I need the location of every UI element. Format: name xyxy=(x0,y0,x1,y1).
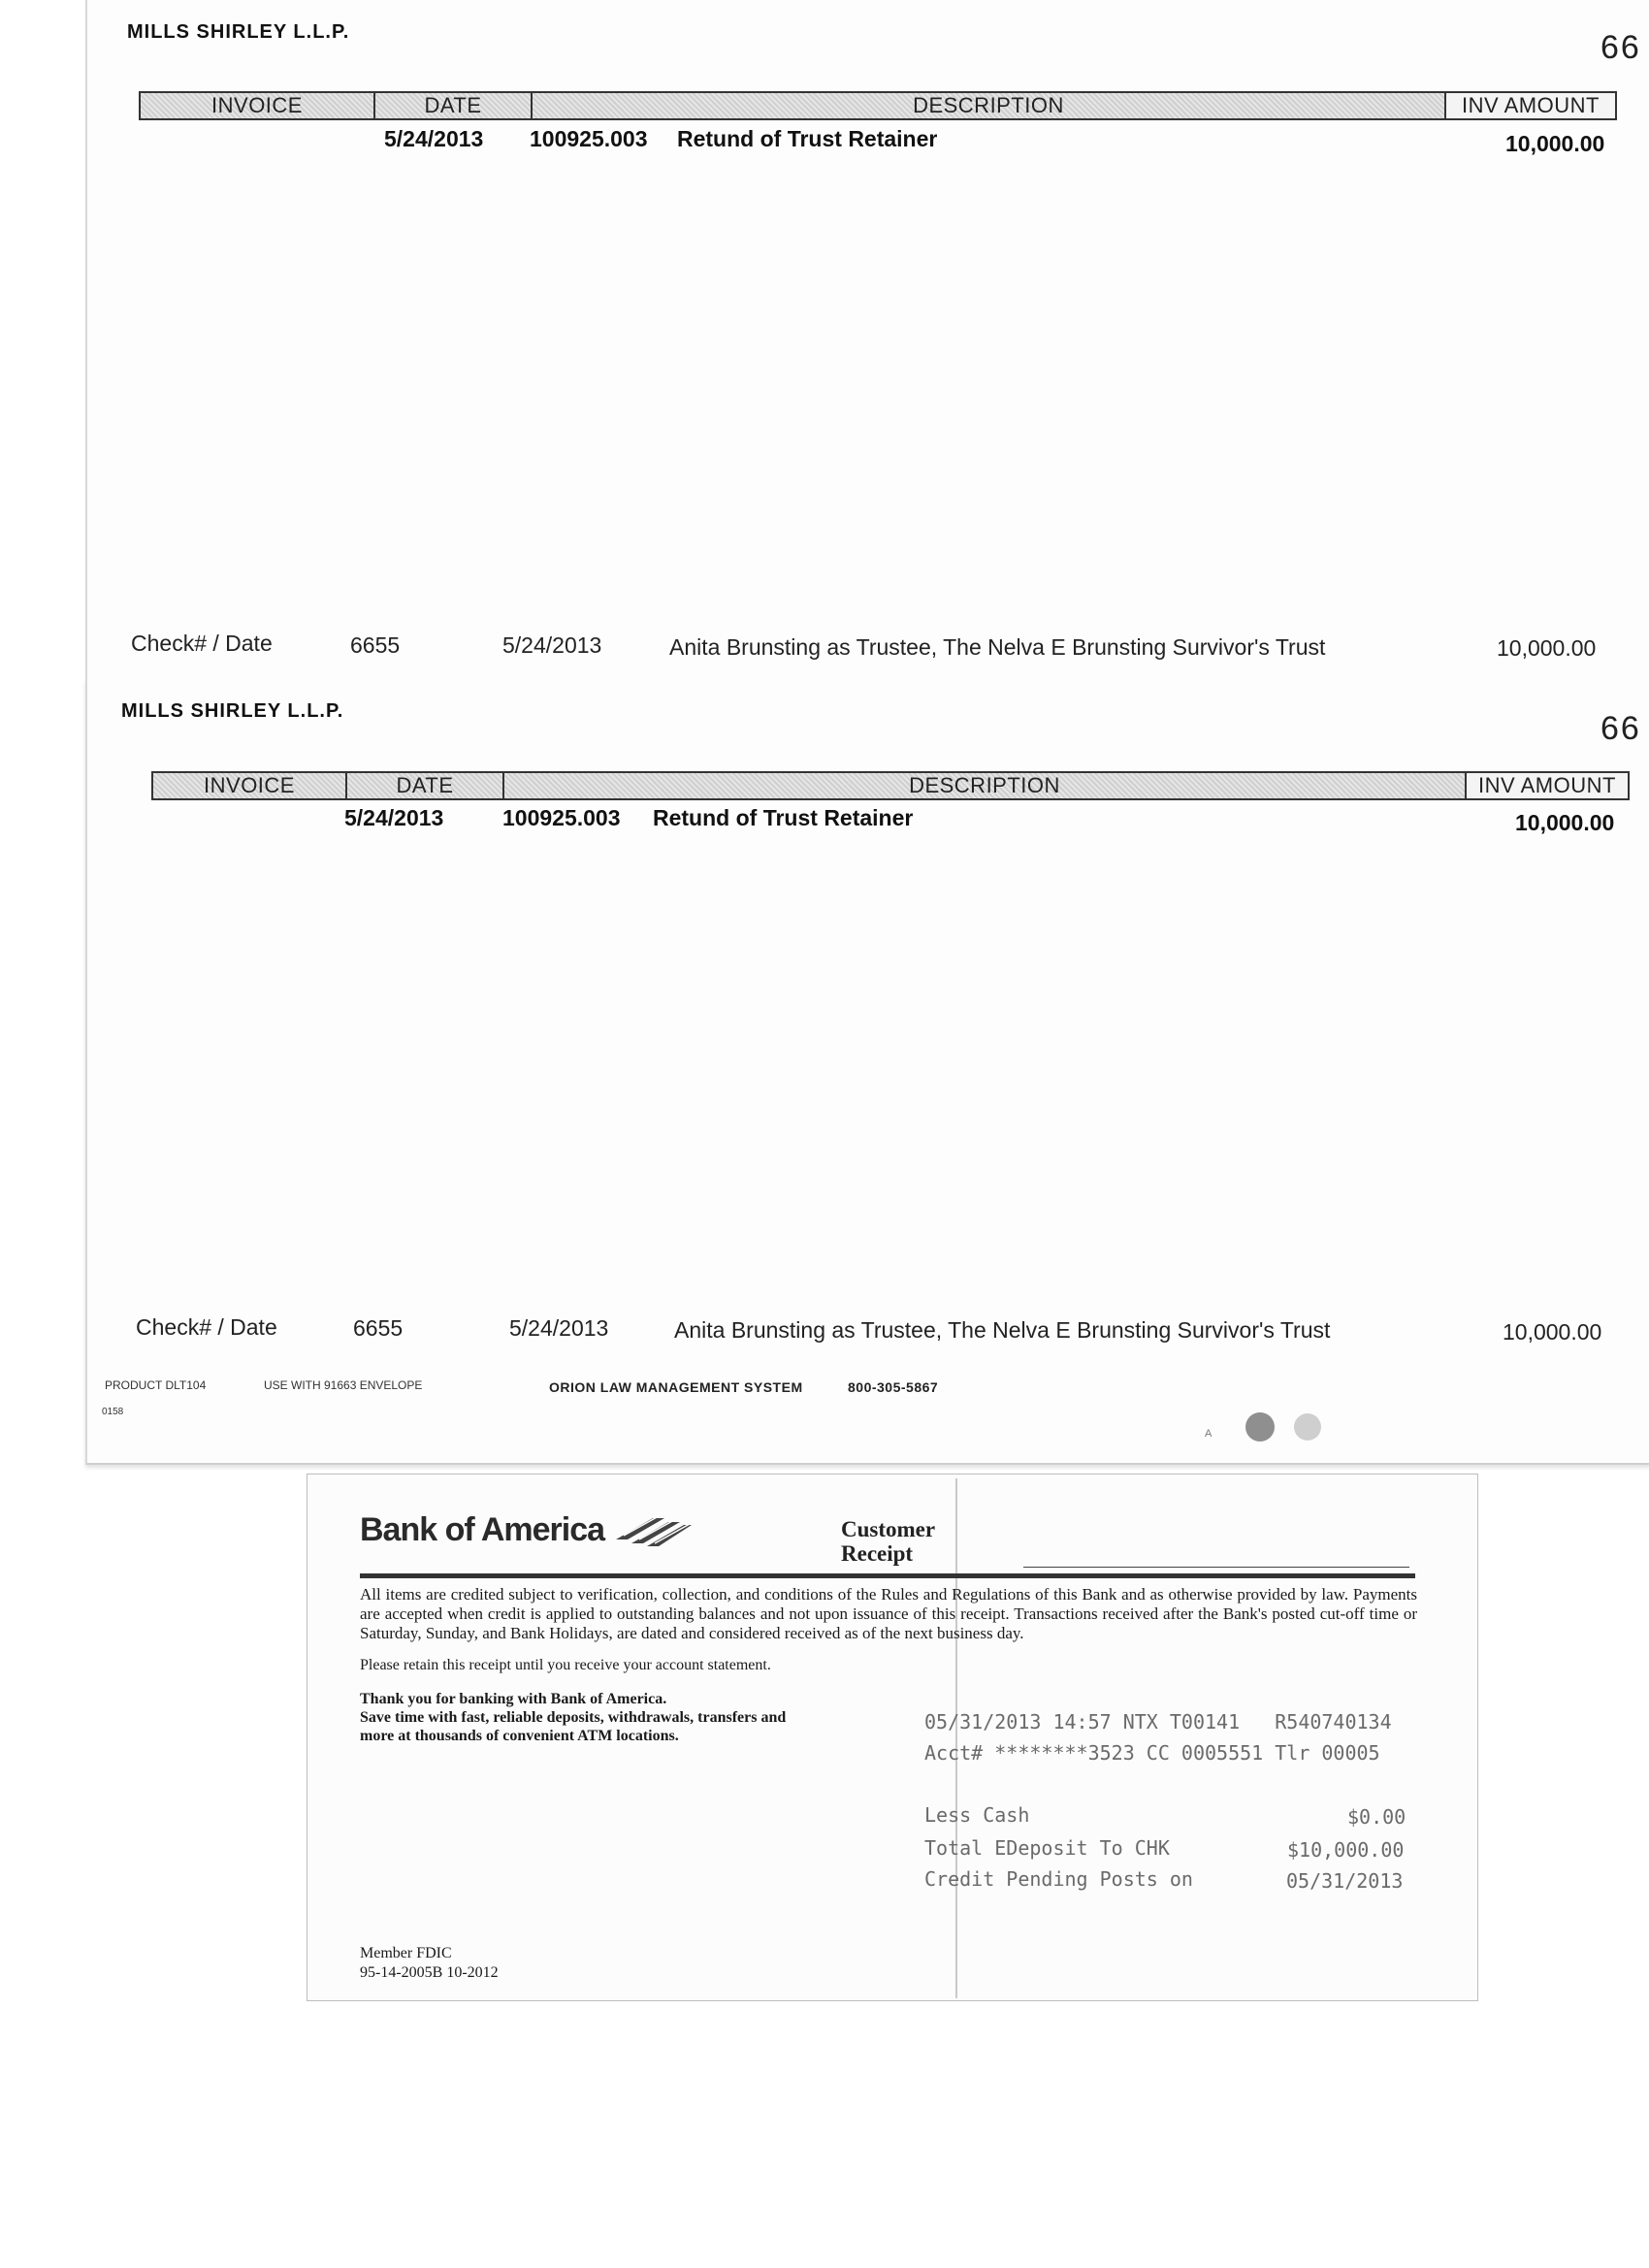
print-mark: A xyxy=(1205,1428,1212,1440)
invoice-header-row xyxy=(151,771,1630,800)
receipt-form-code: 95-14-2005B 10-2012 xyxy=(360,1964,499,1981)
check-number: 6655 xyxy=(353,1315,404,1341)
bank-customer-receipt xyxy=(307,1474,1478,2001)
thank-you-message xyxy=(360,1690,903,1745)
line-date: 5/24/2013 xyxy=(384,126,484,151)
line-date: 5/24/2013 xyxy=(344,805,444,830)
product-code: PRODUCT DLT104 xyxy=(105,1378,207,1392)
check-number: 6655 xyxy=(350,632,401,658)
registration-dot xyxy=(1294,1413,1321,1441)
deposit-label: Total EDeposit To CHK xyxy=(924,1836,1170,1860)
fold-crease xyxy=(955,1478,957,1998)
envelope-note: USE WITH 91663 ENVELOPE xyxy=(264,1378,423,1392)
thanks-line-2: Save time with fast, reliable deposits, withdrawals, transfers and xyxy=(360,1709,787,1726)
form-number: 0158 xyxy=(102,1407,124,1417)
fdic-block xyxy=(360,1944,499,1983)
bank-name: Bank of America xyxy=(360,1511,605,1548)
invoice-header-row xyxy=(139,91,1617,120)
member-fdic: Member FDIC xyxy=(360,1945,452,1961)
firm-name: MILLS SHIRLEY L.L.P. xyxy=(121,700,344,722)
header-description: DESCRIPTION xyxy=(533,93,1446,118)
check-date: 5/24/2013 xyxy=(502,632,602,658)
header-date: DATE xyxy=(347,773,504,798)
header-date: DATE xyxy=(375,93,533,118)
pending-date: 05/31/2013 xyxy=(1286,1869,1404,1893)
header-rule xyxy=(360,1573,1415,1578)
header-invoice: INVOICE xyxy=(141,93,375,118)
account-line: Acct# ********3523 CC 0005551 Tlr 00005 xyxy=(924,1741,1380,1765)
receipt-title-line-2: Receipt xyxy=(841,1541,914,1566)
check-amount: 10,000.00 xyxy=(1497,635,1597,661)
line-amount: 10,000.00 xyxy=(1515,810,1615,835)
software-phone: 800-305-5867 xyxy=(848,1379,939,1395)
firm-name: MILLS SHIRLEY L.L.P. xyxy=(127,21,350,43)
receipt-title xyxy=(841,1517,935,1566)
header-description: DESCRIPTION xyxy=(504,773,1467,798)
retain-notice: Please retain this receipt until you receive your account statement. xyxy=(360,1657,771,1673)
deposit-value: $10,000.00 xyxy=(1287,1838,1405,1862)
signature-line xyxy=(1023,1567,1409,1568)
less-cash-value: $0.00 xyxy=(1347,1805,1406,1829)
check-payee: Anita Brunsting as Trustee, The Nelva E Brunsting Survivor's Trust xyxy=(669,634,1326,660)
line-invoice-number: 100925.003 xyxy=(502,805,621,830)
bank-logo xyxy=(360,1511,692,1549)
receipt-title-line-1: Customer xyxy=(841,1517,936,1541)
less-cash-label: Less Cash xyxy=(924,1803,1030,1827)
corner-number: 66 xyxy=(1600,29,1641,66)
header-inv-amount: INV AMOUNT xyxy=(1446,93,1615,118)
pending-label: Credit Pending Posts on xyxy=(924,1867,1193,1891)
line-description: Retund of Trust Retainer xyxy=(653,805,914,830)
software-name: ORION LAW MANAGEMENT SYSTEM xyxy=(549,1379,803,1395)
check-amount: 10,000.00 xyxy=(1503,1319,1602,1345)
check-label: Check# / Date xyxy=(136,1314,277,1340)
transaction-line: 05/31/2013 14:57 NTX T00141 R540740134 xyxy=(924,1710,1392,1733)
thanks-line-3: more at thousands of convenient ATM locations. xyxy=(360,1728,679,1744)
line-amount: 10,000.00 xyxy=(1505,131,1605,156)
check-date: 5/24/2013 xyxy=(509,1315,609,1341)
corner-number: 66 xyxy=(1600,710,1641,747)
check-label: Check# / Date xyxy=(131,631,273,656)
header-inv-amount: INV AMOUNT xyxy=(1467,773,1628,798)
legal-disclaimer: All items are credited subject to verification, collection, and conditions of the Rules and Regulations of this Bank and as otherwise provided by law. Payments are accepted when credit is applied to outstanding balances and not upon issuance of this receipt. Transactions received after the Bank's posted cut-off time or Saturday, Sunday, and Bank Holidays, are dated and considered received as of the next business day. xyxy=(360,1585,1417,1642)
thanks-line-1: Thank you for banking with Bank of America. xyxy=(360,1691,667,1707)
header-invoice: INVOICE xyxy=(153,773,347,798)
registration-dot xyxy=(1245,1412,1275,1442)
line-invoice-number: 100925.003 xyxy=(530,126,648,151)
line-description: Retund of Trust Retainer xyxy=(677,126,938,151)
check-payee: Anita Brunsting as Trustee, The Nelva E Brunsting Survivor's Trust xyxy=(674,1317,1331,1343)
flag-icon xyxy=(610,1514,692,1547)
